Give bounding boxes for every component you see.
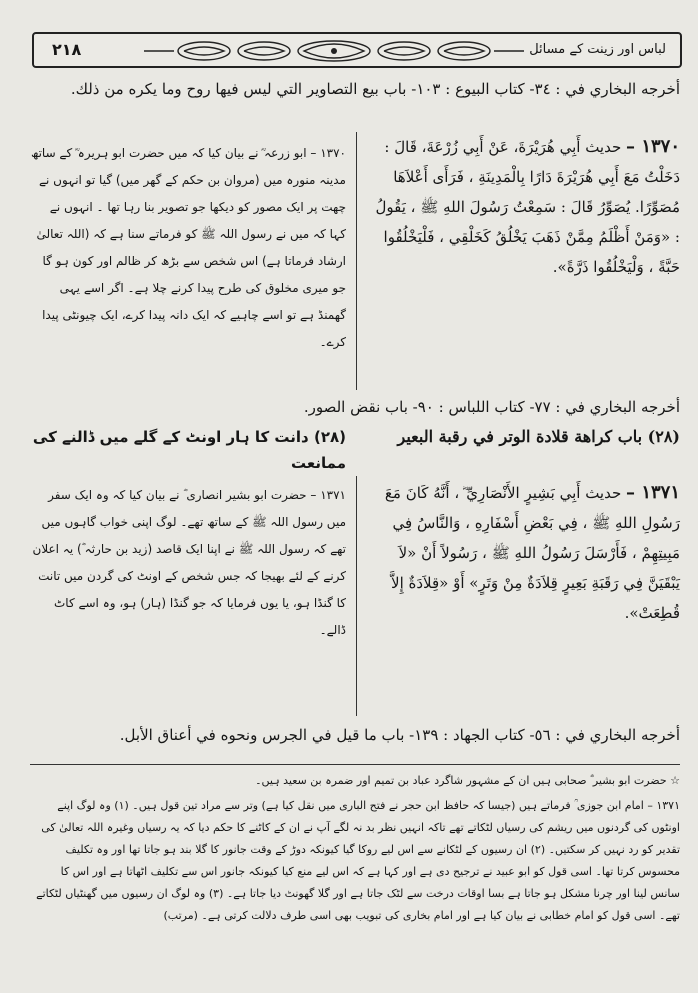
urdu-translation-1371: ۱۳۷۱ – حضرت ابو بشیر انصاری ؓ نے بیان کیا کہ وہ ایک سفر میں رسول اللہ ﷺ کے ساتھ تھے۔ لوگ اپنی خواب گاہوں میں تھے کہ رسول اللہ ﷺ نے اپنا ایک قاصد (زید بن حارثہ ؓ) یہ اعلان کرنے کے لئے بھیجا کہ جس شخص کے اونٹ کی گردن میں تانت کا گنڈا ہو، یا یوں فرمایا کہ جو گنڈا (ہار) ہو، وہ اسے کاٹ ڈالے۔	[32, 488, 346, 637]
footnote-item: ☆ حضرت ابو بشیر ؓ صحابی ہیں ان کے مشہور شاگرد عباد بن تمیم اور ضمرہ بن سعید ہیں۔	[255, 774, 680, 787]
section-heading-arabic: (٢٨) باب كراهة قلادة الوتر في رقبة البعير	[397, 427, 680, 446]
hadith-number: ١٣٧١ –	[626, 482, 680, 503]
column-divider-bottom	[356, 476, 357, 716]
chapter-title: لباس اور زینت کے مسائل	[529, 42, 666, 57]
page-header	[32, 32, 682, 68]
hadith-text: حديث أَبِي هُرَيْرَةَ، عَنْ أَبِي زُرْعَةَ، قَالَ : دَخَلْتُ مَعَ أَبِي هُرَيْرَةَ دَارًا بِالْمَدِينَةِ ، فَرَأَى أَعْلاَهَا مُصَوِّرًا. يُصَوِّرُ قَالَ : سَمِعْتُ رَسُولَ اللهِ ﷺ ، يَقُولُ : «وَمَنْ أَظْلَمُ مِمَّنْ ذَهَبَ يَخْلُقُ كَخَلْقِي ، فَلْيَخْلُقُوا حَبَّةً ، وَلْيَخْلُقُوا ذَرَّةً».	[375, 138, 680, 276]
hadith-1370	[366, 132, 680, 282]
page-number: ٢١٨	[52, 40, 82, 59]
source-reference-1370: أخرجه البخاري في : ٣٤- كتاب البيوع : ١٠٣- باب بيع التصاوير التي ليس فيها روح وما يكره من ذلك.	[70, 80, 680, 98]
footnotes	[34, 770, 680, 930]
footnote-item: ۱۳۷۱ – امام ابن جوزی ؒ فرماتے ہیں (جیسا کہ حافظ ابن حجر نے فتح الباری میں نقل کیا ہے) وتر سے مراد تین قول ہیں۔ (۱) وہ لوگ اپنے اونٹوں کی گردنوں میں ریشم کی رسیاں لٹکاتے تھے تاکہ انہیں نظر بد نہ لگے آپ نے ان کے کاٹنے کا حکم دیا کہ یہ رسیاں وغیرہ اللہ تعالیٰ کی تقدیر کو رد نہیں کر سکتیں۔ (۲) ان رسیوں کے لٹکانے سے اس لیے روکا گیا کیونکہ دوڑ کے وقت جانور کا گلا بند ہو جاتا تھا اور وہ تکلیف محسوس کرتا تھا۔ اسی قول کو ابو عبید نے ترجیح دی ہے اور کہا ہے کہ اس لیے منع کیا کیونکہ جانور اس سے تکلیف اٹھاتا ہے اور اس کا سانس لینا اور چرنا مشکل ہو جاتا ہے بسا اوقات درخت سے لٹک جاتا ہے اور گلا گھونٹ دیا جاتا ہے۔ (۳) وہ لوگ ان رسیوں میں گھنٹیاں لٹکاتے تھے۔ اسی قول کو امام خطابی نے بیان کیا ہے اور امام بخاری کی تبویب بھی اسی طرف دلالت کرتی ہے۔ (مرتب)	[36, 799, 680, 922]
footnote-divider	[30, 764, 680, 765]
source-reference-1371: أخرجه البخاري في : ٥٦- كتاب الجهاد : ١٣٩- باب ما قيل في الجرس ونحوه في أعناق الأبل.	[119, 726, 680, 744]
hadith-number: ١٣٧٠ –	[626, 136, 680, 157]
urdu-translation-1370: ۱۳۷۰ – ابو زرعہ ؓ نے بیان کیا کہ میں حضرت ابو ہریرہ ؓ کے ساتھ مدینہ منورہ میں (مروان بن حکم کے گھر میں) گیا تو انہوں نے چھت پر ایک مصور کو دیکھا جو تصویر بنا رہا تھا ۔ انہوں نے کہا کہ میں نے رسول اللہ ﷺ کو فرماتے سنا ہے کہ (اللہ تعالیٰ ارشاد فرماتا ہے) اس شخص سے بڑھ کر ظالم اور کون ہو گا جو میری مخلوق کی طرح پیدا کرنے چلا ہے۔ اگر اسے یہی گھمنڈ ہے تو اسے چاہیے کہ ایک دانہ پیدا کرے، ایک چیونٹی پیدا کرے۔	[30, 146, 346, 349]
section-heading-urdu: (۲۸) دانت کا ہار اونٹ کے گلے میں ڈالنے کی ممانعت	[32, 428, 346, 472]
source-reference-1370b: أخرجه البخاري في : ٧٧- كتاب اللباس : ٩٠- باب نقض الصور.	[303, 398, 680, 416]
hadith-text: حديث أَبِي بَشِيرٍ الأَنْصَارِيِّ ؓ ، أَنَّهُ كَانَ مَعَ رَسُولِ اللهِ ﷺ ، فِي بَعْضِ أَسْفَارِهِ ، وَالنَّاسُ فِي مَبِيتِهِمْ ، فَأَرْسَلَ رَسُولُ اللهِ ﷺ ، رَسُولاً أَنْ «لاَ يَبْقَيَنَّ فِي رَقَبَةِ بَعِيرٍ قِلاَدَةٌ مِنْ وَتَرٍ» أَوْ «قِلاَدَةٌ إِلاَّ قُطِعَتْ».	[384, 484, 680, 622]
column-divider-top	[356, 132, 357, 390]
hadith-1371	[366, 478, 680, 628]
header-ornament-icon	[144, 39, 524, 63]
